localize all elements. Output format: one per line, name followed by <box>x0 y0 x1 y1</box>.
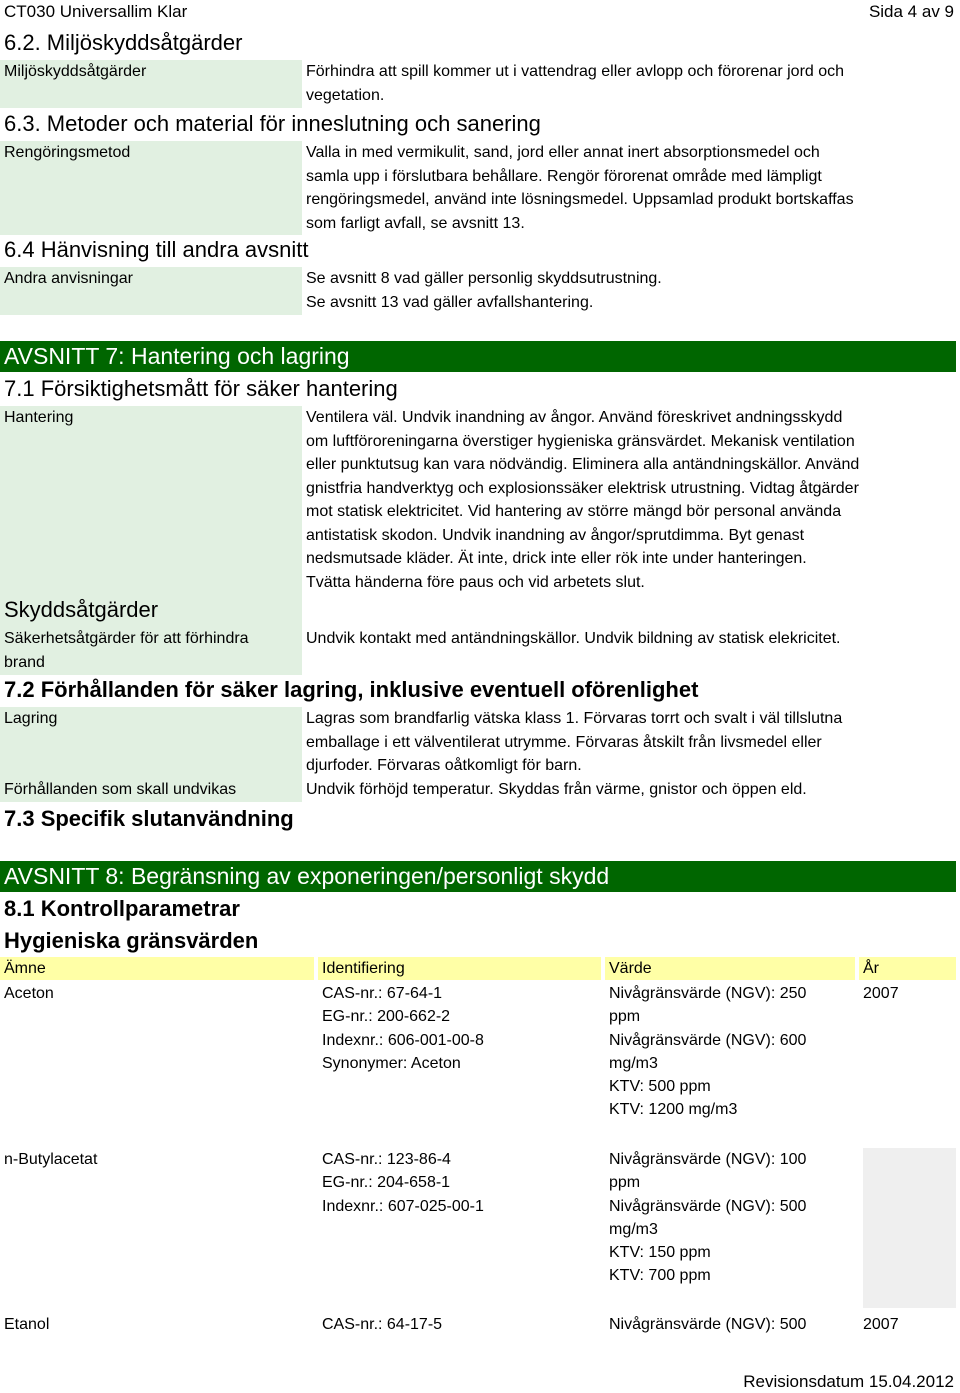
table-row-butylacetat-name: n-Butylacetat <box>4 1151 98 1168</box>
table-row-etanol-value: Nivågränsvärde (NGV): 500 <box>609 1316 807 1333</box>
col-header-identifiering: Identifiering <box>318 957 601 980</box>
label-brand: Säkerhetsåtgärder för att förhindra brand <box>0 627 302 675</box>
col-header-varde: Värde <box>605 957 855 980</box>
section-8-1-title: 8.1 Kontrollparametrar <box>4 896 240 921</box>
text-lagring: Lagras som brandfarlig vätska klass 1. Förvaras torrt och svalt i väl tillslutna emballage i ett välventilerat utrymme. Förvaras åtskilt från livsmedel eller djurfoder. Förvaras oåtkomligt för barn. <box>306 710 843 774</box>
table-row-aceton-name: Aceton <box>4 985 54 1002</box>
section-6-4-title: 6.4 Hänvisning till andra avsnitt <box>4 237 309 262</box>
section-7-3-title: 7.3 Specifik slutanvändning <box>4 806 294 831</box>
section-6-2-title: 6.2. Miljöskyddsåtgärder <box>4 30 243 55</box>
label-lagring: Lagring <box>0 707 302 778</box>
label-rengoringsmetod: Rengöringsmetod <box>0 141 302 235</box>
table-row-etanol-ident: CAS-nr.: 64-17-5 <box>322 1316 443 1333</box>
table-row-etanol-year: 2007 <box>863 1316 899 1333</box>
table-row-aceton-year: 2007 <box>863 985 899 1002</box>
section-7-2-title: 7.2 Förhållanden för säker lagring, inklusive eventuell oförenlighet <box>4 677 699 702</box>
text-hantering: Ventilera väl. Undvik inandning av ångor. Använd föreskrivet andningsskydd om luftföroreningarna överstiger hygieniska gränsvärdet. Mekanisk ventilation eller punktutsug kan vara nödvändig. Eliminera alla antändningskällor. Använd gnistfria handverktyg och explosionssäker elektrisk utrustning. Vidtag åtgärder mot statisk elektricitet. Vid hantering av större mängd bör personal använda antistatisk skodon. Undvik inandning av ångor/sprutdimma. Byt genast nedsmutsade kläder. Ät inte, drick inte eller rök inte under hanteringen. Tvätta händerna före paus och vid arbetets slut. <box>306 409 860 591</box>
table-row-etanol-name: Etanol <box>4 1316 50 1333</box>
table-row-butylacetat-ident: CAS-nr.: 123-86-4 EG-nr.: 204-658-1 Indexnr.: 607-025-00-1 <box>322 1151 484 1215</box>
section-7-1-title: 7.1 Försiktighetsmått för säker hantering <box>4 376 398 401</box>
text-andra-anvisningar: Se avsnitt 8 vad gäller personlig skyddsutrustning. Se avsnitt 13 vad gäller avfallshantering. <box>306 270 662 311</box>
label-forhallanden: Förhållanden som skall undvikas <box>0 778 302 802</box>
section-6-3-title: 6.3. Metoder och material för inneslutning och sanering <box>4 111 541 136</box>
page-number: Sida 4 av 9 <box>868 2 954 21</box>
skyddsatgarder-title: Skyddsåtgärder <box>4 597 159 622</box>
section-7-banner: AVSNITT 7: Hantering och lagring <box>0 341 956 372</box>
label-hantering: Hantering <box>0 406 302 594</box>
text-miljoskydd: Förhindra att spill kommer ut i vattendrag eller avlopp och förorenar jord och vegetation. <box>306 63 845 104</box>
revision-date: Revisionsdatum 15.04.2012 <box>743 1372 954 1391</box>
text-rengoringsmetod: Valla in med vermikulit, sand, jord eller annat inert absorptionsmedel och samla upp i förslutbara behållare. Rengör förorenat område med lämpligt rengöringsmedel, använd inte lösningsmedel. Uppsamlad produkt bortskaffas som farligt avfall, se avsnitt 13. <box>306 144 854 232</box>
col-header-amne: Ämne <box>0 957 314 980</box>
text-brand: Undvik kontakt med antändningskällor. Undvik bildning av statisk elekricitet. <box>306 630 841 647</box>
label-miljoskydd: Miljöskyddsåtgärder <box>0 60 302 108</box>
section-8-banner: AVSNITT 8: Begränsning av exponeringen/personligt skydd <box>0 861 956 892</box>
product-name: CT030 Universallim Klar <box>4 2 188 21</box>
table-row-aceton-ident: CAS-nr.: 67-64-1 EG-nr.: 200-662-2 Indexnr.: 606-001-00-8 Synonymer: Aceton <box>322 985 484 1072</box>
label-andra-anvisningar: Andra anvisningar <box>0 267 302 315</box>
table-row-butylacetat-year <box>863 1148 956 1308</box>
hygieniska-title: Hygieniska gränsvärden <box>4 928 259 953</box>
table-row-aceton-value: Nivågränsvärde (NGV): 250 ppm Nivågränsvärde (NGV): 600 mg/m3 KTV: 500 ppm KTV: 1200 mg/m3 <box>609 985 807 1119</box>
table-row-butylacetat-value: Nivågränsvärde (NGV): 100 ppm Nivågränsvärde (NGV): 500 mg/m3 KTV: 150 ppm KTV: 700 ppm <box>609 1151 807 1285</box>
text-forhallanden: Undvik förhöjd temperatur. Skyddas från värme, gnistor och öppen eld. <box>306 781 807 798</box>
col-header-ar: År <box>859 957 956 980</box>
